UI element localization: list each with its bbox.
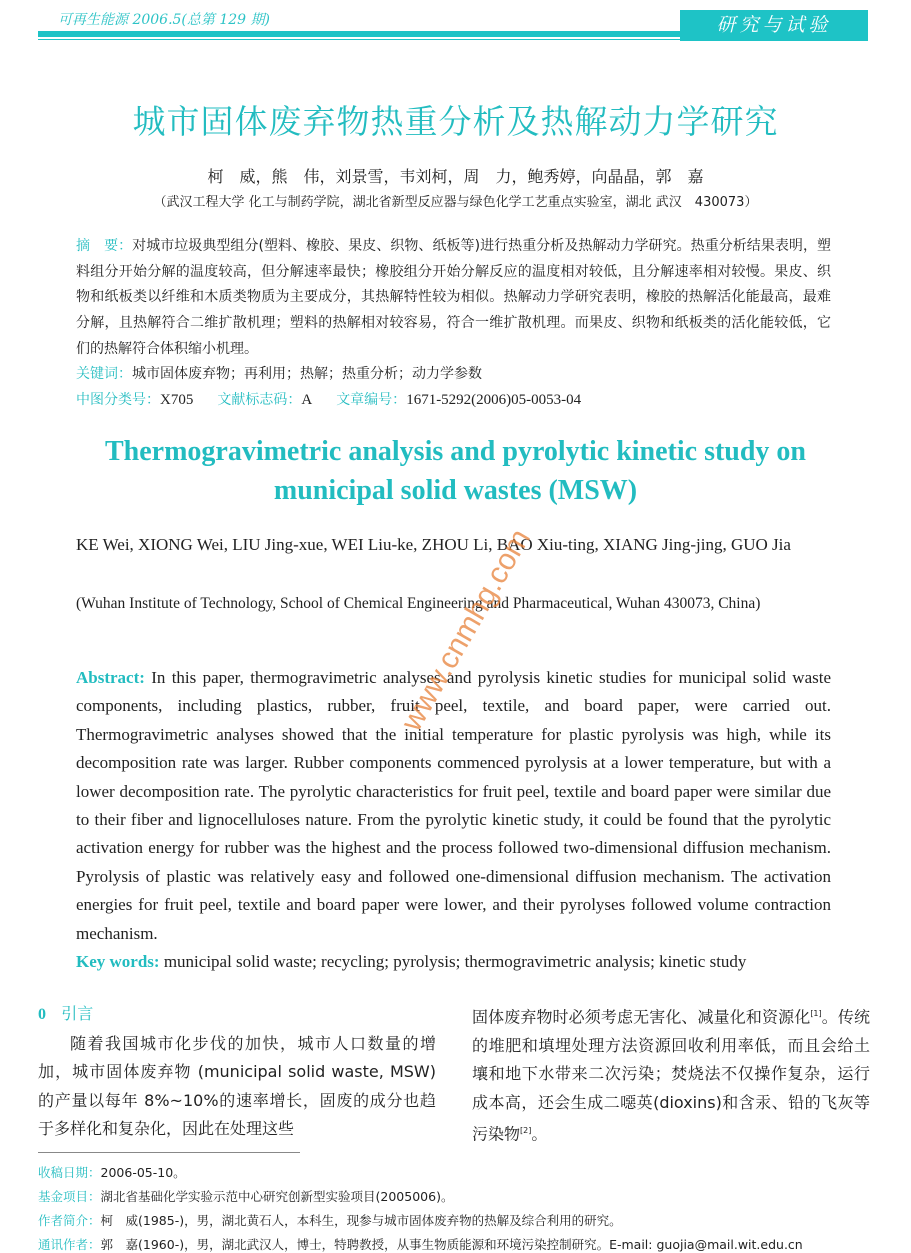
footnote-text: 2006-05-10。 [100, 1165, 186, 1180]
en-keywords-text: municipal solid waste; recycling; pyrolysis; thermogravimetric analysis; kinetic study [163, 952, 747, 972]
header-rule [38, 31, 688, 37]
footnote-fund [38, 1187, 453, 1205]
footnote-label: 基金项目： [38, 1189, 101, 1204]
cn-keywords-text: 城市固体废弃物；再利用；热解；热重分析；动力学参数 [132, 366, 482, 382]
en-abstract-text: In this paper, thermogravimetric analyses and pyrolysis kinetic studies for municipal solid waste components, including plastics, rubber, fruit peel, textile, and board paper, were carried out. Thermogravimetric analyses showed that the initial temperature for plastic pyrolysis was high, while its decomposition rate was larger. Rubber components commenced pyrolysis at a lower temperature, but with a lower decomposition rate. The pyrolytic characteristics for fruit peel, textile and board paper were similar due to their fiber and lignocelluloses nature. From the pyrolytic kinetic study, it could be found that the pyrolytic activation energy for rubber was the highest and the process followed two-dimensional diffusion mechanism. Pyrolysis of plastic was relatively easy and followed one-dimensional diffusion mechanism. The activation energies for fruit peel, textile and board paper were lower, and their pyrolyses followed volume contraction mechanism. [76, 668, 831, 943]
intro-left-column [38, 1000, 436, 1144]
header-rule-thin [38, 39, 688, 40]
footnote-author [38, 1211, 622, 1229]
cn-affiliation: （武汉工程大学 化工与制药学院，湖北省新型反应器与绿色化学工艺重点实验室，湖北 武汉 430073） [153, 195, 758, 210]
intro-heading-text: 引言 [61, 1004, 94, 1023]
footnote-received [38, 1163, 186, 1181]
footnote-corresponding [38, 1235, 803, 1253]
section-label: 研究与试验 [680, 10, 868, 41]
cn-keywords [76, 362, 831, 388]
intro-text: 。 [531, 1124, 548, 1144]
en-authors: KE Wei, XIONG Wei, LIU Jing-xue, WEI Liu-ke, ZHOU Li, BAO Xiu-ting, XIANG Jing-jing, GUO Jia [76, 535, 791, 554]
cn-title: 城市固体废弃物热重分析及热解动力学研究 [132, 102, 779, 141]
cn-abstract-label: 摘 要： [76, 238, 133, 254]
article-no-value: 1671-5292(2006)05-0053-04 [406, 392, 582, 408]
cn-keywords-label: 关键词： [76, 366, 132, 382]
footnote-text: 柯 威(1985-)，男，湖北黄石人，本科生，现参与城市固体废弃物的热解及综合利用的研究。 [100, 1213, 622, 1228]
en-abstract-label: Abstract: [76, 668, 145, 687]
doc-code-value: A [301, 392, 313, 408]
footnote-divider [38, 1152, 300, 1153]
cn-abstract [76, 234, 831, 363]
cn-authors: 柯 威，熊 伟，刘景雪，韦刘柯，周 力，鲍秀婷，向晶晶，郭 嘉 [207, 167, 704, 186]
intro-text: 。传统的堆肥和填埋处理方法资源回收利用率低，而且会给土壤和地下水带来二次污染；焚烧法不仅操作复杂，运行成本高，还会生成二噁英(dioxins)和含汞、铅的飞灰等污染物 [472, 1007, 870, 1144]
citation-2: [2] [520, 1126, 532, 1136]
watermark: www.cnmhg.com [395, 523, 537, 737]
footnote-label: 作者简介： [38, 1213, 101, 1228]
footnote-text: 湖北省基础化学实验示范中心研究创新型实验项目(2005006)。 [100, 1189, 454, 1204]
clc-label: 中图分类号： [76, 392, 160, 408]
doc-code-label: 文献标志码： [217, 392, 302, 408]
article-no-label: 文章编号： [336, 392, 407, 408]
en-affiliation: (Wuhan Institute of Technology, School of Chemical Engineering and Pharmaceutical, Wuhan 430073, China) [76, 595, 761, 612]
en-title: Thermogravimetric analysis and pyrolytic kinetic study on municipal solid wastes (MSW) [104, 436, 807, 506]
cn-abstract-text: 对城市垃圾典型组分(塑料、橡胶、果皮、织物、纸板等)进行热重分析及热解动力学研究。热重分析结果表明，塑料组分开始分解的温度较高，但分解速率最快；橡胶组分开始分解反应的温度相对较低，且分解速率相对较慢。果皮、织物和纸板类以纤维和木质类物质为主要成分，其热解特性较为相似。热解动力学研究表明，橡胶的热解活化能最高，最难分解，且热解符合二维扩散机理；塑料的热解相对较容易，符合一维扩散机理。而果皮、织物和纸板类的活化能较低，它们的热解符合体积缩小机理。 [76, 238, 832, 357]
footnote-label: 收稿日期： [38, 1165, 101, 1180]
footnote-label: 通讯作者： [38, 1237, 101, 1252]
cn-classification [76, 388, 831, 414]
intro-heading-number: 0 [38, 1006, 46, 1023]
intro-paragraph: 随着我国城市化步伐的加快，城市人口数量的增加，城市固体废弃物 (municipal solid waste, MSW)的产量以每年 8%~10%的速率增长，固废的成分也趋于多样化和复杂化，因此在处理这些 [38, 1033, 436, 1138]
footnote-text: 郭 嘉(1960-)，男，湖北武汉人，博士，特聘教授，从事生物质能源和环境污染控制研究。E-mail: guojia@mail.wit.edu.cn [100, 1237, 803, 1252]
intro-heading [38, 1000, 436, 1030]
clc-value: X705 [160, 392, 194, 408]
en-keywords-label: Key words: [76, 952, 160, 972]
en-abstract [76, 664, 831, 976]
intro-text: 固体废弃物时必须考虑无害化、减量化和资源化 [472, 1007, 811, 1027]
intro-right-column [472, 1000, 870, 1149]
journal-issue: 可再生能源 2006.5(总第 129 期) [58, 12, 270, 28]
citation-1: [1] [810, 1009, 822, 1018]
